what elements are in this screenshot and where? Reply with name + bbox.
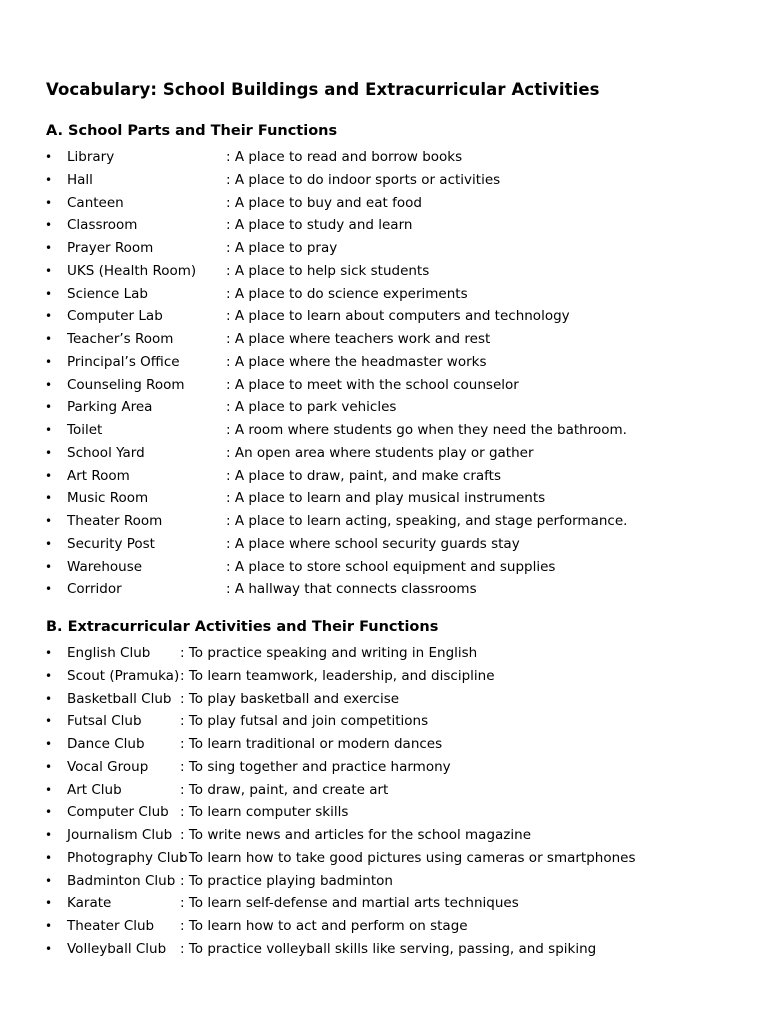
list-item-term: Computer Lab [67,308,163,325]
bullet-icon: • [45,354,53,369]
list-item-description: : A place to park vehicles [226,399,397,416]
list-item-description: : A place where the headmaster works [226,353,487,370]
list-item-term: Dance Club [67,736,145,752]
page-title: Vocabulary: School Buildings and Extracurricular Activities [46,80,600,99]
list-item-term: Teacher’s Room [67,331,174,347]
bullet-icon: • [45,559,53,574]
list-item-term: Canteen [67,194,124,211]
list-item-term: Futsal Club [67,713,142,730]
bullet-icon: • [45,536,53,551]
list-item-term: Basketball Club [67,690,172,707]
bullet-icon: • [45,468,53,483]
bullet-icon: • [45,150,53,164]
bullet-icon: • [45,737,53,751]
list-item-description: : A room where students go when they need the bathroom. [226,422,627,438]
bullet-icon: • [45,759,53,774]
bullet-icon: • [45,646,53,660]
list-item-description: : A place to draw, paint, and make crafts [226,467,501,484]
list-item-description: : To learn how to take good pictures using cameras or smartphones [180,849,636,866]
list-item-description: : A place to meet with the school counselor [226,376,519,393]
list-item-description: : To write news and articles for the school magazine [180,827,531,843]
list-item-description: : A place where school security guards stay [226,535,520,552]
list-item-term: Art Club [67,781,122,798]
list-item-description: : To learn how to act and perform on stage [180,918,468,934]
list-item-description: : A place to learn acting, speaking, and stage performance. [226,513,628,529]
list-item-term: Volleyball Club [67,940,167,957]
list-item-term: Scout (Pramuka) [67,667,180,684]
bullet-icon: • [45,445,53,460]
list-item-description: : A hallway that connects classrooms [226,581,477,598]
list-item-term: Parking Area [67,399,153,416]
list-item-term: Art Room [67,467,130,484]
bullet-icon: • [45,896,53,911]
list-item-description: : An open area where students play or gather [226,444,534,461]
list-item-term: Theater Room [67,513,163,529]
list-item-description: : To learn teamwork, leadership, and discipline [180,667,495,684]
list-item-term: Counseling Room [67,376,185,393]
list-item-description: : A place to buy and eat food [226,194,422,211]
list-item-term: Classroom [67,217,138,234]
list-item-term: Corridor [67,581,122,598]
bullet-icon: • [45,582,53,597]
list-item-term: Warehouse [67,558,143,575]
bullet-icon: • [45,691,53,706]
list-item-term: Security Post [67,535,155,552]
list-item-description: : To practice speaking and writing in English [180,645,478,661]
list-item-description: : A place to pray [226,240,338,256]
section-b-heading: B. Extracurricular Activities and Their Functions [46,619,439,635]
list-item-term: Prayer Room [67,240,154,256]
bullet-icon: • [45,195,53,210]
list-item-term: Principal’s Office [67,353,180,370]
bullet-icon: • [45,850,53,865]
bullet-icon: • [45,873,53,888]
list-item-description: : A place to do science experiments [226,285,468,302]
list-item-term: Karate [67,895,112,912]
list-item-description: : To play basketball and exercise [180,690,400,707]
bullet-icon: • [45,377,53,392]
bullet-icon: • [45,941,53,956]
list-item-description: : A place to help sick students [226,262,430,279]
bullet-icon: • [45,218,53,233]
list-item-description: : A place to do indoor sports or activities [226,171,501,188]
list-item-description: : To learn computer skills [180,804,349,821]
bullet-icon: • [45,286,53,301]
bullet-icon: • [45,423,53,437]
list-item-description: : To sing together and practice harmony [180,758,451,775]
list-item-term: Hall [67,171,93,188]
bullet-icon: • [45,919,53,933]
list-item-term: Music Room [67,490,149,507]
list-item-description: : To practice playing badminton [180,872,393,889]
bullet-icon: • [45,805,53,820]
list-item-term: Vocal Group [67,758,149,775]
list-item-term: Journalism Club [67,827,173,843]
bullet-icon: • [45,172,53,187]
list-item-description: : A place where teachers work and rest [226,331,491,347]
bullet-icon: • [45,263,53,278]
list-item-term: Badminton Club [67,872,176,889]
list-item-description: : A place to learn about computers and technology [226,308,570,325]
bullet-icon: • [45,400,53,415]
list-item-term: Computer Club [67,804,169,821]
bullet-icon: • [45,714,53,729]
list-item-description: : To practice volleyball skills like serving, passing, and spiking [180,940,597,957]
list-item-term: Library [67,149,115,165]
list-item-description: : To learn self-defense and martial arts techniques [180,895,519,912]
bullet-icon: • [45,241,53,255]
list-item-description: : A place to learn and play musical instruments [226,490,546,507]
bullet-icon: • [45,782,53,797]
list-item-description: : To learn traditional or modern dances [180,736,443,752]
list-item-term: School Yard [67,444,145,461]
bullet-icon: • [45,309,53,324]
list-item-term: Photography Club [67,849,188,866]
list-item-term: Toilet [67,422,103,438]
bullet-icon: • [45,491,53,506]
list-item-term: UKS (Health Room) [67,262,197,279]
list-item-description: : To play futsal and join competitions [180,713,429,730]
list-item-description: : To draw, paint, and create art [180,781,389,798]
list-item-term: English Club [67,645,151,661]
bullet-icon: • [45,828,53,842]
list-item-description: : A place to study and learn [226,217,413,234]
list-item-term: Science Lab [67,285,148,302]
bullet-icon: • [45,514,53,528]
list-item-description: : A place to store school equipment and supplies [226,558,556,575]
list-item-description: : A place to read and borrow books [226,149,463,165]
bullet-icon: • [45,668,53,683]
section-a-heading: A. School Parts and Their Functions [46,123,338,139]
bullet-icon: • [45,332,53,346]
list-item-term: Theater Club [67,918,155,934]
